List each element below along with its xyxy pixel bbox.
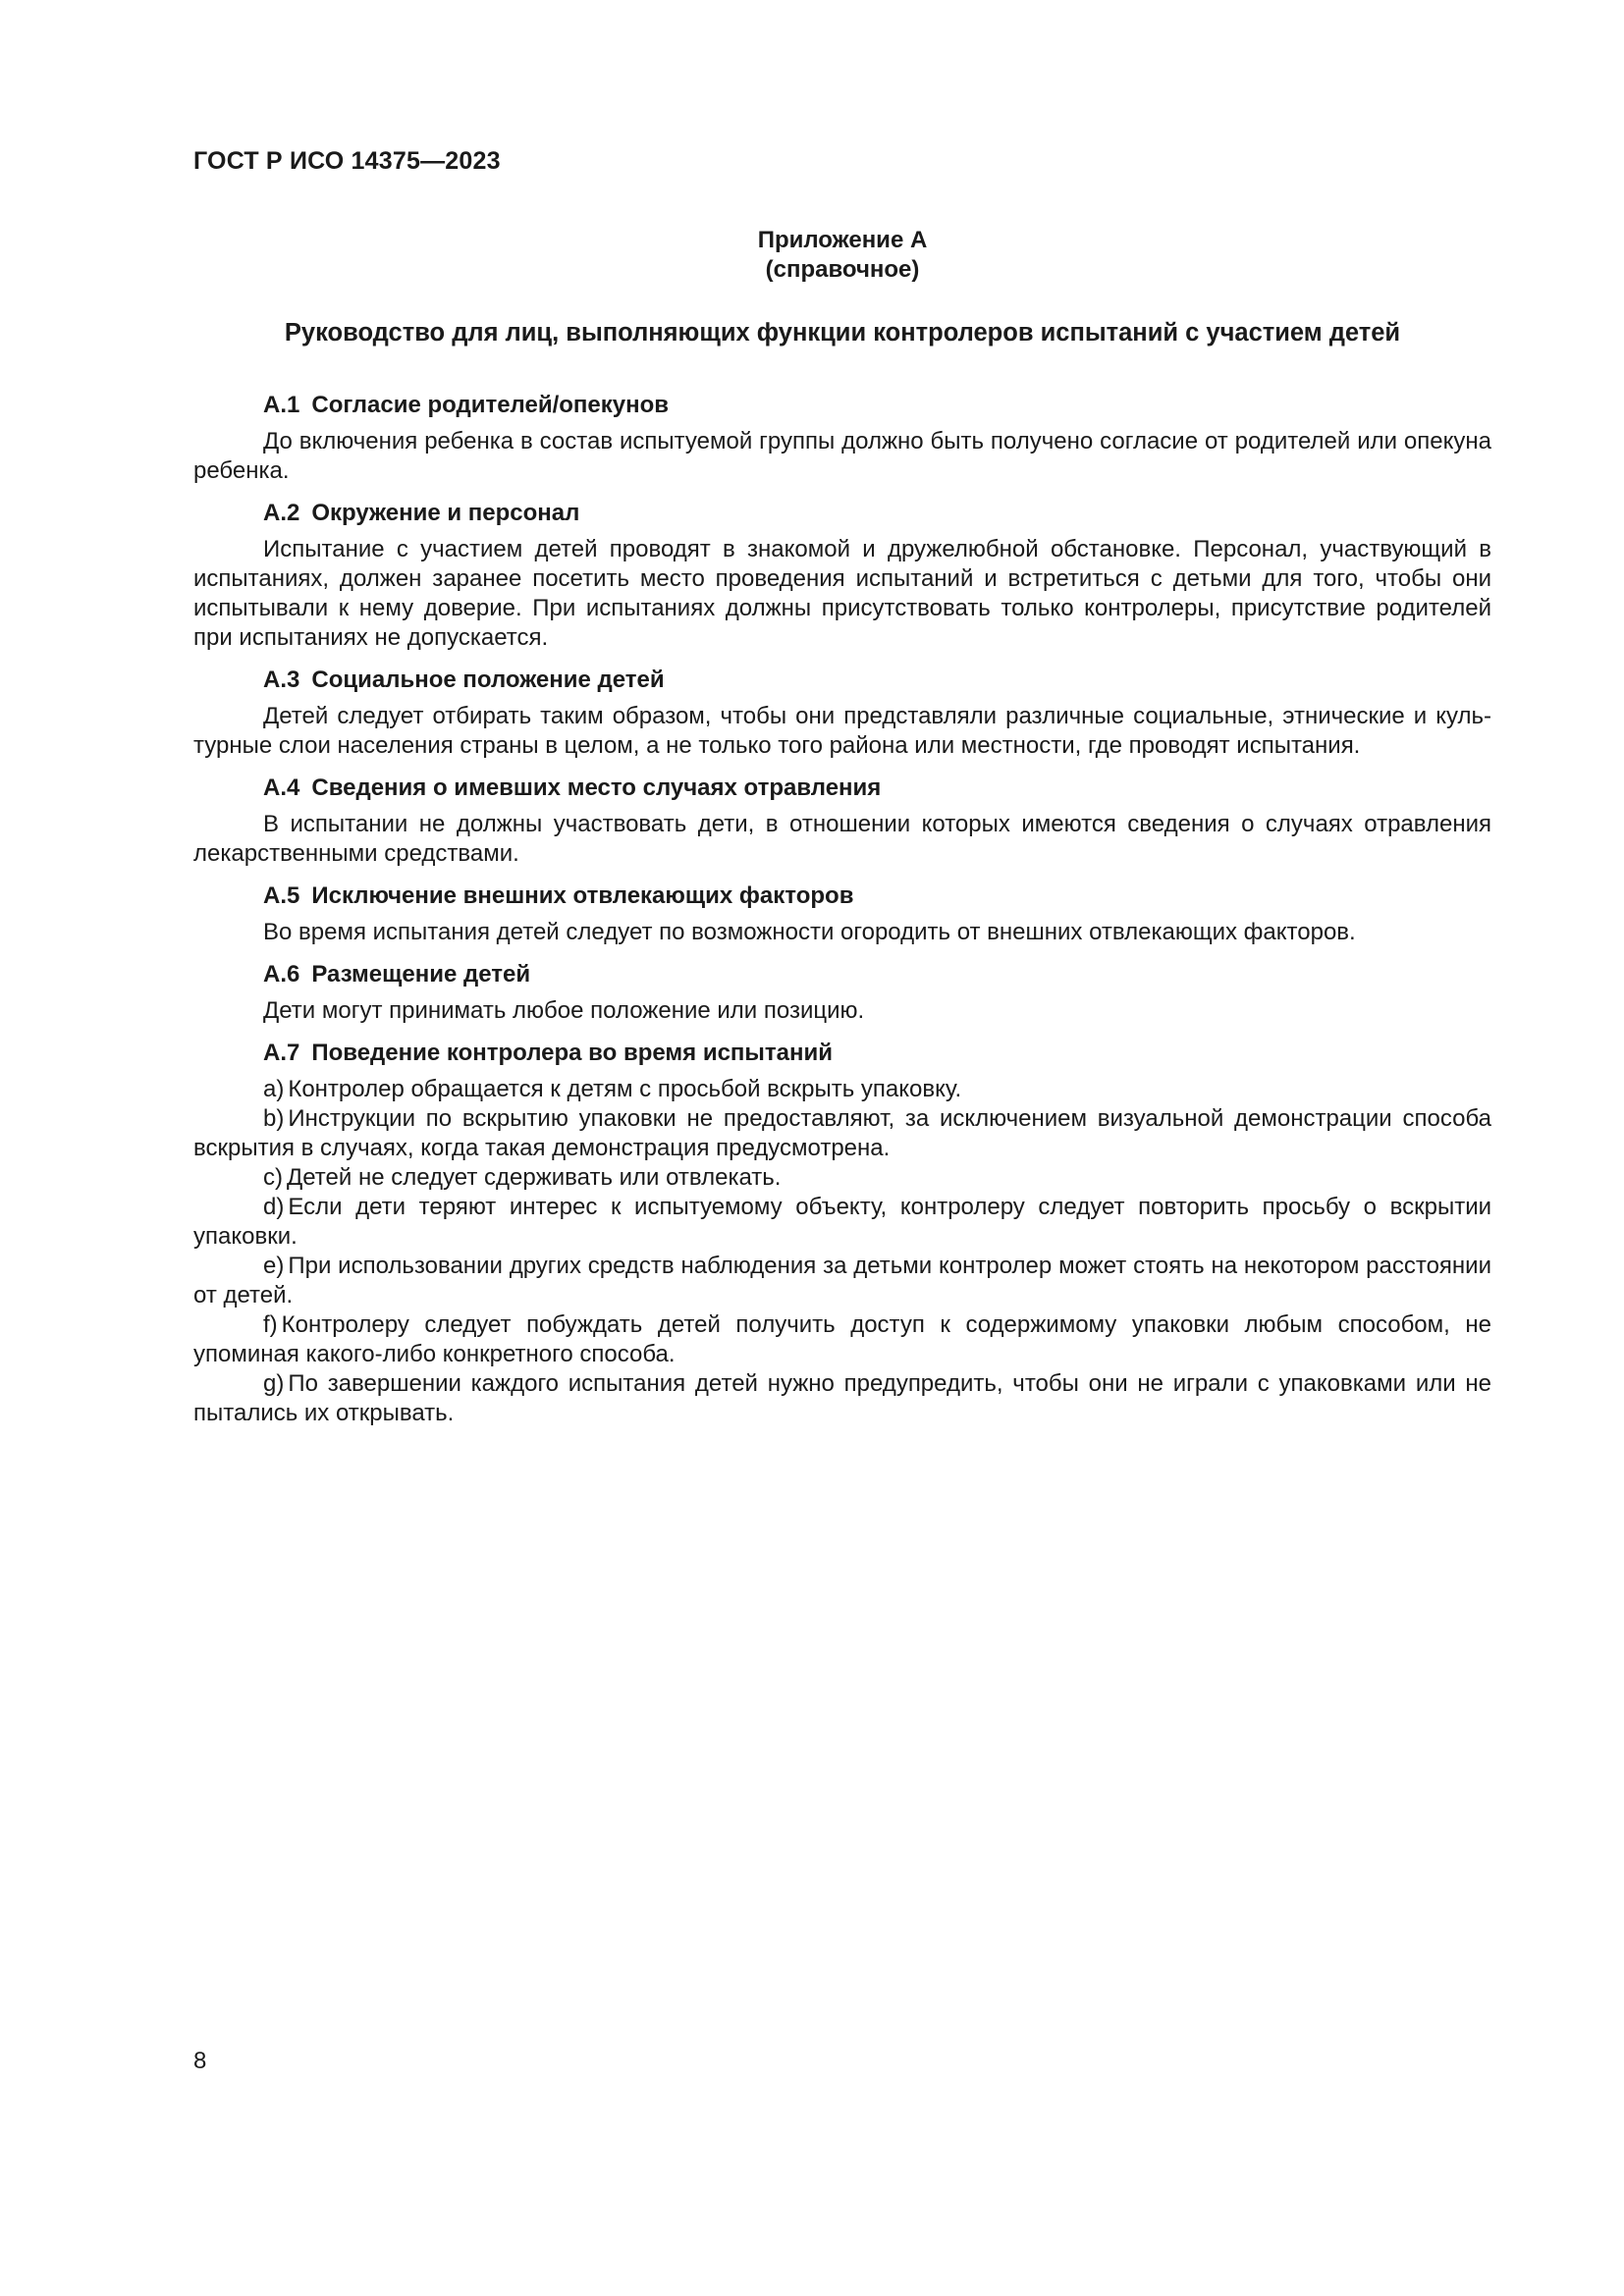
list-marker: b) [263, 1105, 285, 1132]
list-item-text: Детей не следует сдерживать или отвлекать. [287, 1164, 782, 1191]
section-paragraph: Детей следует отбирать таким образом, чтобы они представляли различные социальные, этнические и культурные слои населения страны в целом, а не только того района или местности, где проводят испытания. [193, 703, 1491, 759]
section-heading [193, 881, 1491, 911]
list-marker: a) [263, 1076, 285, 1102]
list-item-text: Если дети теряют интерес к испытуемому объекту, контролеру следует повторить просьбу о вскрытии упаковки. [193, 1194, 1491, 1250]
section-a6 [193, 960, 1491, 1026]
list-item-text: Инструкции по вскрытию упаковки не предоставляют, за исключением визуальной демонстрации способа вскрытия в случаях, когда такая демонстрация предусмотрена. [193, 1105, 1491, 1161]
document-code-header: ГОСТ Р ИСО 14375—2023 [193, 147, 501, 175]
section-number: А.2 [263, 500, 300, 526]
list-item [193, 1310, 1491, 1369]
list-item [193, 1075, 1491, 1104]
section-title: Социальное положение детей [311, 667, 665, 693]
section-paragraph: До включения ребенка в состав испытуемой группы должно быть получено согласие от родителей или опекуна ребенка. [193, 428, 1491, 484]
page-number: 8 [193, 2048, 207, 2074]
section-a4 [193, 774, 1491, 869]
section-title: Поведение контролера во время испытаний [311, 1040, 834, 1066]
section-a2 [193, 499, 1491, 653]
section-paragraph: В испытании не должны участвовать дети, в отношении которых имеются сведения о случаях отравления лекарственными средствами. [193, 811, 1491, 867]
section-a5 [193, 881, 1491, 947]
section-number: А.4 [263, 774, 300, 801]
section-title: Исключение внешних отвлекающих факторов [311, 882, 854, 909]
section-heading [193, 391, 1491, 420]
section-number: А.5 [263, 882, 300, 909]
appendix-status: (справочное) [765, 256, 920, 283]
section-number: А.6 [263, 961, 300, 988]
list-item-text: Контролеру следует побуждать детей получить доступ к содержимому упаковки любым способом, не упоминая какого-либо конкретного способа. [193, 1311, 1491, 1367]
section-a3 [193, 666, 1491, 761]
list-marker: c) [263, 1164, 283, 1191]
list-marker: f) [263, 1311, 278, 1338]
section-title: Сведения о имевших место случаях отравления [311, 774, 882, 801]
section-title: Согласие родителей/опекунов [311, 392, 670, 418]
list-marker: g) [263, 1370, 285, 1397]
section-title: Окружение и персонал [311, 500, 580, 526]
list-marker: d) [263, 1194, 285, 1220]
list-item-text: Контролер обращается к детям с просьбой вскрыть упаковку. [288, 1076, 962, 1102]
section-number: А.7 [263, 1040, 300, 1066]
section-a1 [193, 391, 1491, 486]
list-item [193, 1193, 1491, 1252]
section-title: Размещение детей [311, 961, 531, 988]
appendix-body [193, 391, 1491, 1428]
section-number: А.3 [263, 667, 300, 693]
section-number: А.1 [263, 392, 300, 418]
list-item-text: При использовании других средств наблюдения за детьми контролер может стоять на некотором расстоянии от детей. [193, 1253, 1491, 1308]
section-paragraph: Испытание с участием детей проводят в знакомой и дружелюбной обстановке. Персонал, участвующий в испытаниях, должен заранее посетить место проведения испытаний и встретиться с детьми для того, чтобы они испытывали к нему доверие. При испытаниях должны присутствовать только контролеры, присутствие родителей при испытаниях не допускается. [193, 536, 1491, 651]
section-heading [193, 960, 1491, 989]
appendix-label: Приложение А [757, 227, 928, 253]
list-marker: e) [263, 1253, 285, 1279]
list-item [193, 1252, 1491, 1310]
section-heading [193, 774, 1491, 803]
list-item [193, 1104, 1491, 1163]
list-item [193, 1369, 1491, 1428]
section-paragraph: Дети могут принимать любое положение или позицию. [263, 997, 865, 1024]
list-item-text: По завершении каждого испытания детей нужно предупредить, чтобы они не играли с упаковками или не пытались их открывать. [193, 1370, 1491, 1426]
section-heading [193, 1039, 1491, 1068]
appendix-main-title: Руководство для лиц, выполняющих функции контролеров испытаний с участием детей [284, 319, 1401, 347]
section-paragraph: Во время испытания детей следует по возможности огородить от внешних отвлекающих факторов. [263, 919, 1356, 945]
section-heading [193, 666, 1491, 695]
list-item [193, 1163, 1491, 1193]
section-heading [193, 499, 1491, 528]
section-a7 [193, 1039, 1491, 1428]
